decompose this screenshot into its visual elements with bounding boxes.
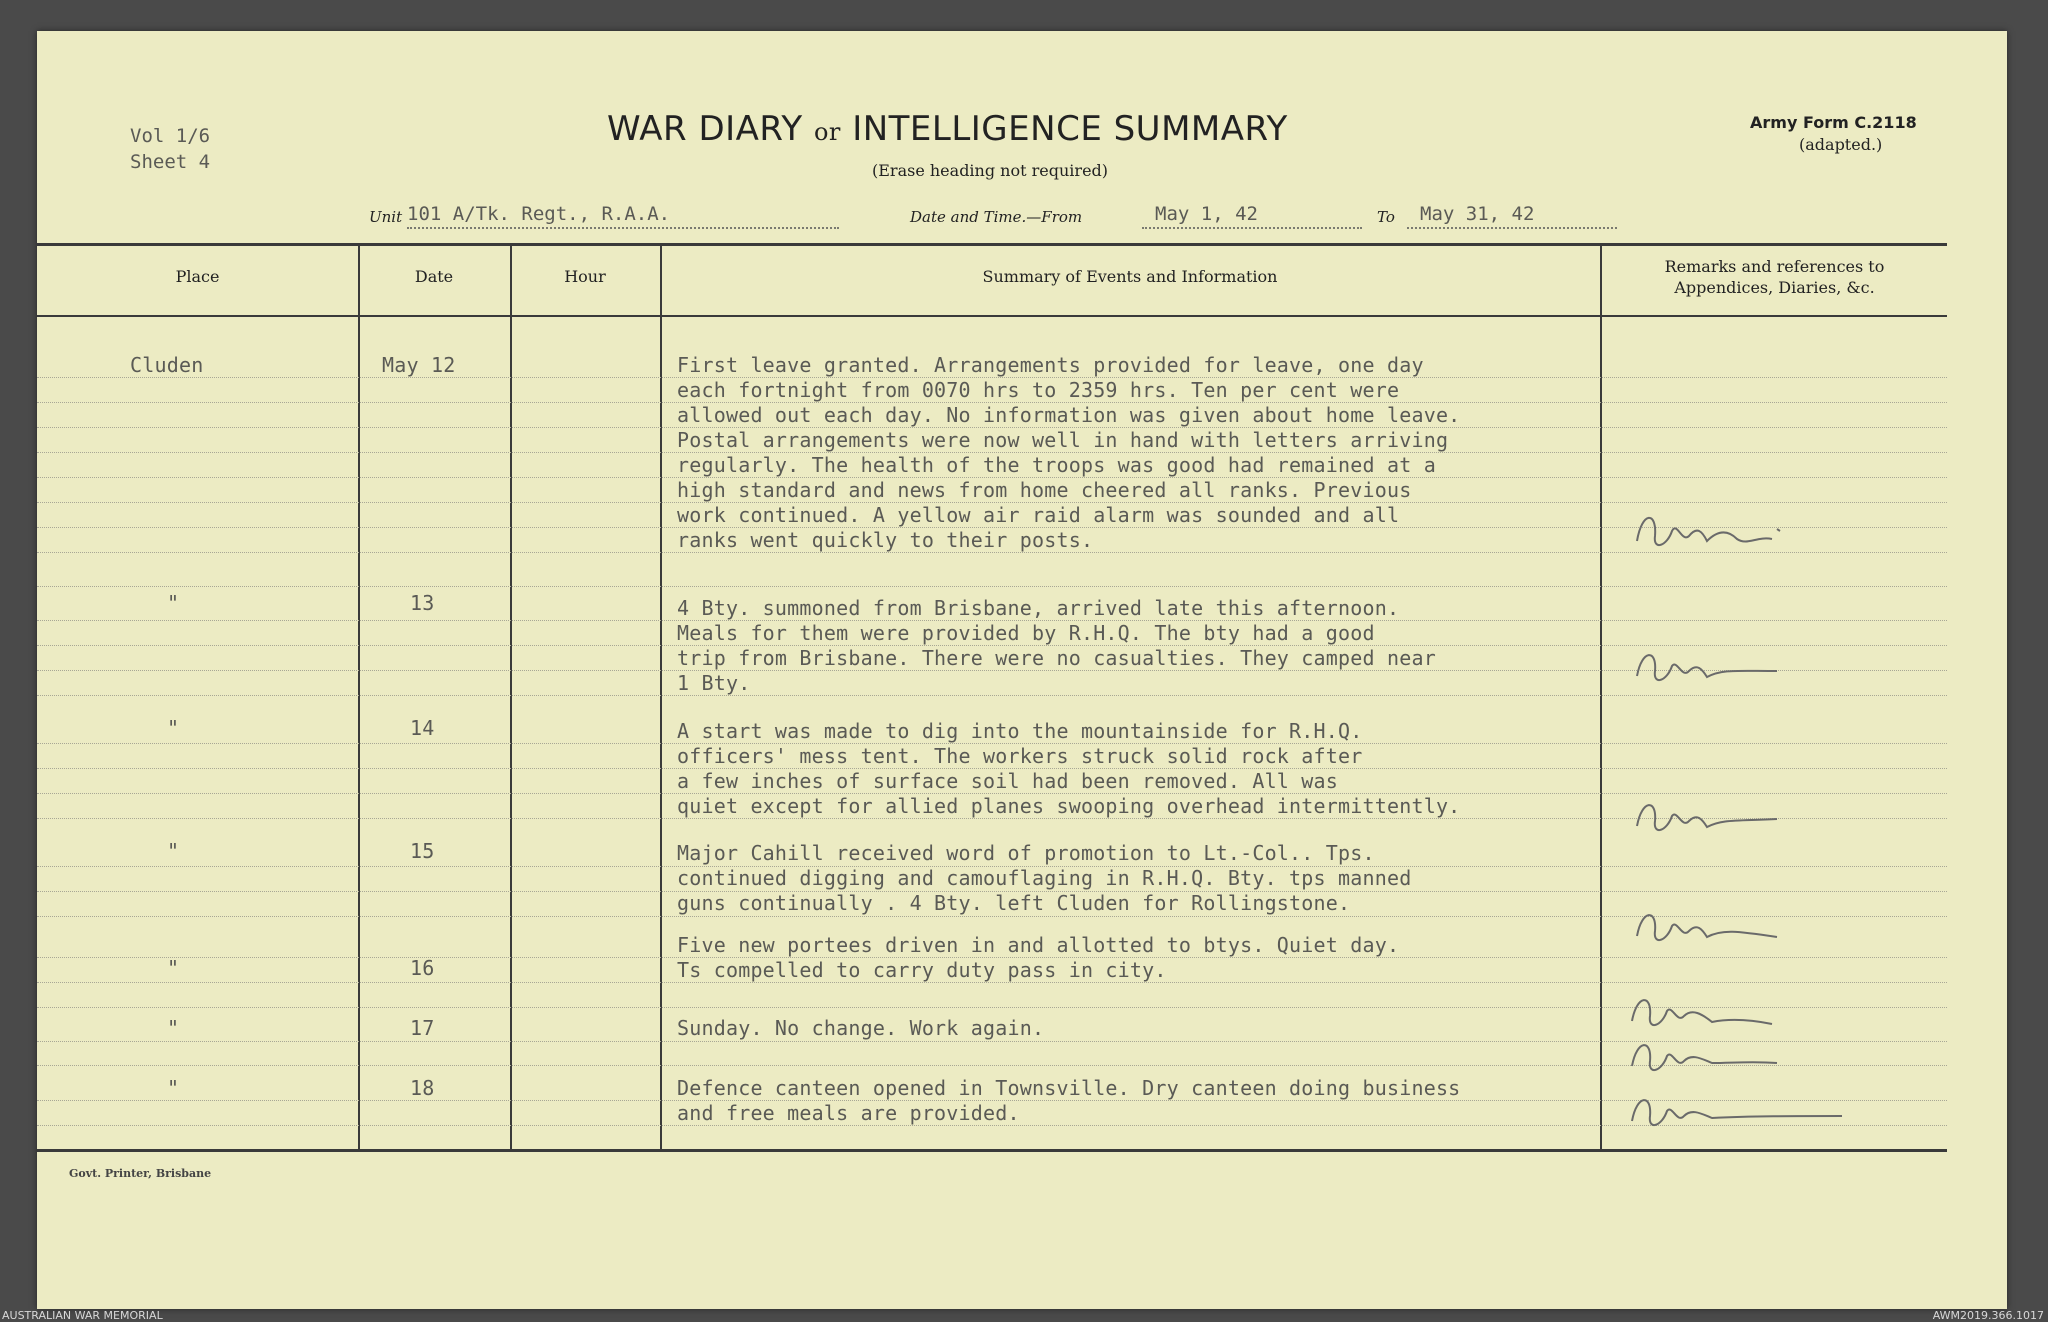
archive-credit: AUSTRALIAN WAR MEMORIAL — [2, 1309, 163, 1322]
entry-line: First leave granted. Arrangements provided for leave, one day — [677, 353, 1424, 377]
adapted-label: (adapted.) — [1799, 135, 1883, 154]
entry-place-ditto: " — [167, 956, 180, 980]
entry-date: 18 — [410, 1076, 435, 1100]
archive-reference: AWM2019.366.1017 — [1932, 1309, 2044, 1322]
column-header-summary: Summary of Events and Information — [982, 267, 1278, 286]
divider-place-date — [358, 244, 360, 1150]
divider-hour-summary — [660, 244, 662, 1150]
entry-place-ditto: " — [167, 716, 180, 740]
unit-dotted-line — [407, 227, 839, 229]
handwritten-signature — [1627, 641, 1797, 691]
title-or: or — [813, 118, 841, 146]
entry-date: 17 — [410, 1016, 435, 1040]
entry-line: and free meals are provided. — [677, 1101, 1020, 1125]
entry-date: 14 — [410, 716, 435, 740]
handwritten-signature — [1627, 901, 1797, 951]
entry-line: quiet except for allied planes swooping overhead intermittently. — [677, 794, 1461, 818]
unit-value: 101 A/Tk. Regt., R.A.A. — [407, 203, 671, 225]
date-to-value: May 31, 42 — [1420, 203, 1535, 225]
ruled-line — [37, 982, 1947, 983]
handwritten-signature — [1627, 791, 1797, 841]
entry-line: Meals for them were provided by R.H.Q. The bty had a good — [677, 621, 1375, 645]
entry-line: high standard and news from home cheered all ranks. Previous — [677, 478, 1412, 502]
divider-summary-remarks — [1600, 244, 1602, 1150]
page-title — [607, 109, 1288, 149]
entry-place-ditto: " — [167, 591, 180, 615]
entry-date: 16 — [410, 956, 435, 980]
entry-line: Ts compelled to carry duty pass in city. — [677, 958, 1167, 982]
entry-place-ditto: " — [167, 1016, 180, 1040]
ruled-line — [37, 695, 1947, 696]
entry-line: Sunday. No change. Work again. — [677, 1016, 1045, 1040]
column-header-date: Date — [414, 267, 454, 286]
title-intelligence-summary: INTELLIGENCE SUMMARY — [852, 109, 1288, 149]
handwritten-signature — [1622, 986, 1792, 1036]
entry-line: trip from Brisbane. There were no casualties. They camped near — [677, 646, 1436, 670]
entry-line: work continued. A yellow air raid alarm was sounded and all — [677, 503, 1400, 527]
date-from-value: May 1, 42 — [1155, 203, 1258, 225]
printer-credit: Govt. Printer, Brisbane — [69, 1167, 212, 1180]
entry-line: Defence canteen opened in Townsville. Dry canteen doing business — [677, 1076, 1461, 1100]
diary-page — [37, 31, 2007, 1309]
table-bottom-rule — [37, 1149, 1947, 1152]
handwritten-signature — [1622, 1031, 1792, 1081]
entry-line: 4 Bty. summoned from Brisbane, arrived late this afternoon. — [677, 596, 1400, 620]
ruled-line — [37, 586, 1947, 587]
column-header-remarks-line1: Remarks and references to — [1664, 257, 1885, 276]
entry-line: officers' mess tent. The workers struck solid rock after — [677, 744, 1363, 768]
entry-line: A start was made to dig into the mountainside for R.H.Q. — [677, 719, 1363, 743]
entry-line: regularly. The health of the troops was good had remained at a — [677, 453, 1436, 477]
entry-line: ranks went quickly to their posts. — [677, 528, 1094, 552]
sheet-label: Sheet 4 — [130, 151, 211, 173]
handwritten-signature — [1622, 1086, 1852, 1136]
entry-line: continued digging and camouflaging in R.H.Q. Bty. tps manned — [677, 866, 1412, 890]
entry-place: Cluden — [130, 353, 204, 377]
date-to-dotted-line — [1407, 227, 1617, 229]
column-header-place: Place — [175, 267, 220, 286]
army-form-label: Army Form C.2118 — [1750, 113, 1917, 132]
column-header-hour: Hour — [564, 267, 606, 286]
entry-date: 13 — [410, 591, 435, 615]
entry-line: 1 Bty. — [677, 671, 751, 695]
entry-date: May 12 — [382, 353, 456, 377]
unit-label: Unit — [369, 208, 403, 226]
entry-line: Postal arrangements were now well in hand with letters arriving — [677, 428, 1449, 452]
date-from-dotted-line — [1142, 227, 1362, 229]
table-top-rule — [37, 243, 1947, 246]
subtitle: (Erase heading not required) — [872, 161, 1109, 180]
entry-line: Major Cahill received word of promotion to Lt.-Col.. Tps. — [677, 841, 1375, 865]
entry-line: each fortnight from 0070 hrs to 2359 hrs. Ten per cent were — [677, 378, 1400, 402]
column-header-remarks-line2: Appendices, Diaries, &c. — [1674, 278, 1875, 297]
entry-line: allowed out each day. No information was given about home leave. — [677, 403, 1461, 427]
date-from-label: Date and Time.—From — [910, 208, 1083, 226]
entry-line: guns continually . 4 Bty. left Cluden for Rollingstone. — [677, 891, 1351, 915]
volume-label: Vol 1/6 — [130, 125, 211, 147]
divider-date-hour — [510, 244, 512, 1150]
entry-date: 15 — [410, 839, 435, 863]
entry-place-ditto: " — [167, 839, 180, 863]
entry-place-ditto: " — [167, 1076, 180, 1100]
handwritten-signature — [1627, 501, 1797, 561]
date-to-label: To — [1377, 208, 1395, 226]
entry-line: a few inches of surface soil had been removed. All was — [677, 769, 1339, 793]
title-war-diary: WAR DIARY — [607, 109, 803, 149]
entry-line: Five new portees driven in and allotted to btys. Quiet day. — [677, 933, 1400, 957]
table-header-rule — [37, 315, 1947, 317]
